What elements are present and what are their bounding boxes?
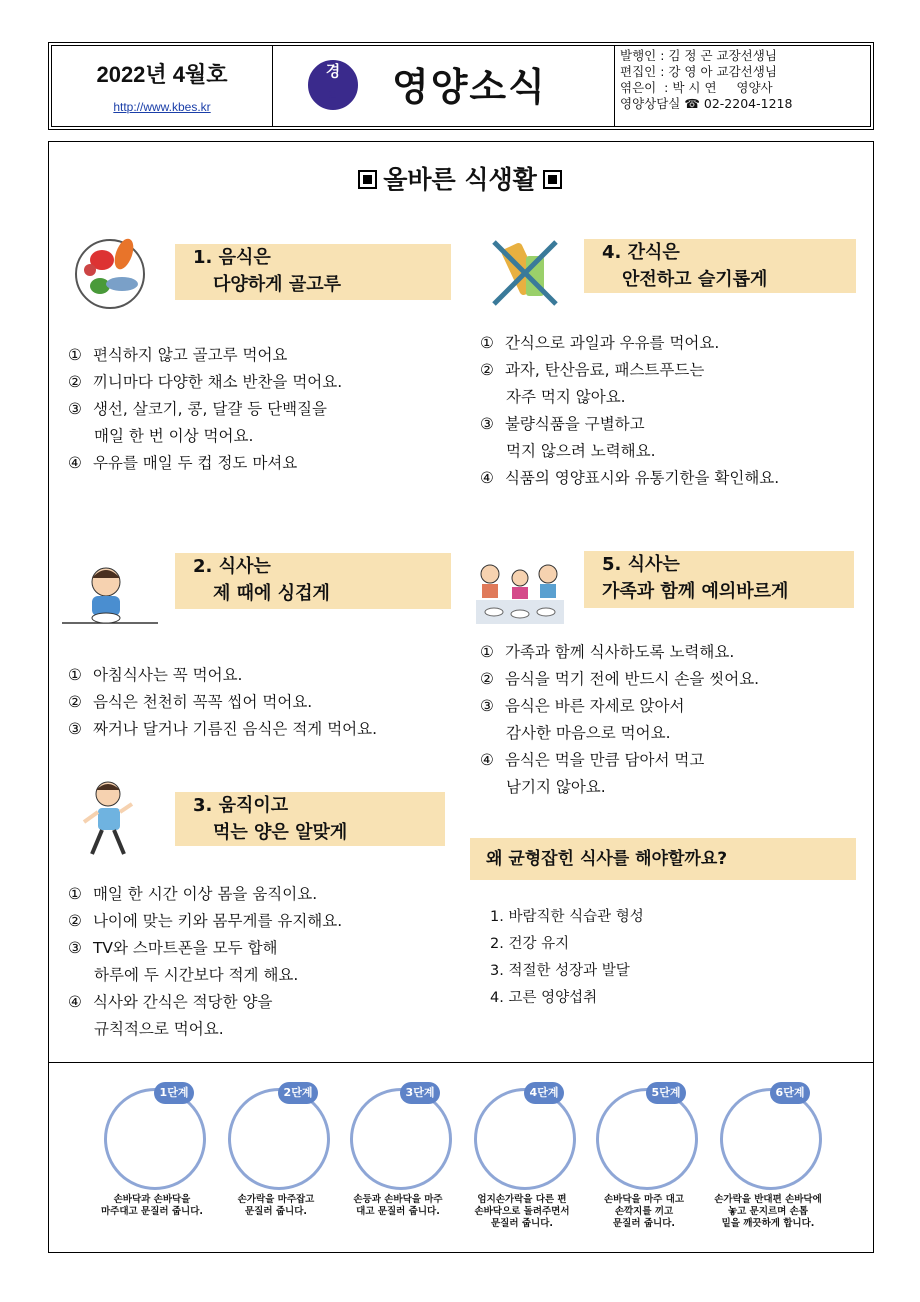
header-divider <box>614 45 615 127</box>
step-badge: 4단계 <box>524 1082 564 1104</box>
section-title: 1. 음식은 <box>193 247 271 268</box>
section-subtitle: 제 때에 싱겁게 <box>213 583 330 604</box>
step-caption: 손등과 손바닥을 마주 대고 문질러 줍니다. <box>353 1194 443 1217</box>
list-item: 2. 건강 유지 <box>490 936 570 952</box>
list-item: 3. 적절한 성장과 발달 <box>490 963 630 979</box>
section-banner <box>175 244 451 300</box>
list-item: ② 음식은 천천히 꼭꼭 씹어 먹어요. <box>68 693 313 711</box>
child-eating-icon <box>62 560 158 630</box>
section-list <box>68 342 342 477</box>
list-item: ③ 생선, 살코기, 콩, 달걀 등 단백질을 <box>68 400 328 418</box>
handwash-step <box>216 1070 336 1260</box>
list-item: ③ 음식은 바른 자세로 앉아서 <box>480 697 685 715</box>
list-item-continued: 자주 먹지 않아요. <box>506 388 626 406</box>
no-junk-food-icon <box>488 236 562 310</box>
section-title: 5. 식사는 <box>602 554 680 575</box>
running-child-icon <box>78 780 138 862</box>
square-bullet-icon <box>358 170 377 189</box>
section-subtitle: 다양하게 골고루 <box>213 274 341 295</box>
section-banner <box>175 553 451 609</box>
list-item: ② 나이에 맞는 키와 몸무게를 유지해요. <box>68 912 343 930</box>
hands-illustration-icon <box>474 1088 576 1190</box>
school-logo-text: 경 <box>325 62 341 80</box>
section-list <box>68 662 377 743</box>
list-item: ④ 우유를 매일 두 컵 정도 마셔요 <box>68 454 298 472</box>
list-item-continued: 매일 한 번 이상 먹어요. <box>94 427 254 445</box>
section-subtitle: 안전하고 슬기롭게 <box>622 269 768 290</box>
hands-illustration-icon <box>228 1088 330 1190</box>
square-bullet-icon <box>543 170 562 189</box>
step-caption: 엄지손가락을 다른 편 손바닥으로 돌려주면서 문질러 줍니다. <box>474 1194 570 1229</box>
header-divider <box>272 45 273 127</box>
section-title: 3. 움직이고 <box>193 795 289 816</box>
list-item: ① 간식으로 과일과 우유를 먹어요. <box>480 334 720 352</box>
step-caption: 손가락을 반대편 손바닥에 놓고 문지르며 손톱 밑을 깨끗하게 합니다. <box>714 1194 822 1229</box>
hands-illustration-icon <box>596 1088 698 1190</box>
list-item: ④ 음식은 먹을 만큼 담아서 먹고 <box>480 751 705 769</box>
step-badge: 3단계 <box>400 1082 440 1104</box>
section-list <box>68 881 342 1043</box>
list-item: ① 매일 한 시간 이상 몸을 움직이요. <box>68 885 318 903</box>
list-item-continued: 하루에 두 시간보다 적게 해요. <box>94 966 299 984</box>
staff-line: 편집인 : 강 영 아 교감선생님 <box>620 64 777 79</box>
list-item-continued: 남기지 않아요. <box>506 778 606 796</box>
step-badge: 6단계 <box>770 1082 810 1104</box>
staff-line: 엮은이 : 박 시 연 영양사 <box>620 80 773 95</box>
section-list <box>480 330 779 492</box>
staff-info <box>620 48 870 112</box>
list-item: ③ 짜거나 달거나 기름진 음식은 적게 먹어요. <box>68 720 378 738</box>
section-list <box>480 639 759 801</box>
list-item-continued: 감사한 마음으로 먹어요. <box>506 724 671 742</box>
list-item: ② 음식을 먹기 전에 반드시 손을 씻어요. <box>480 670 760 688</box>
section-subtitle: 가족과 함께 예의바르게 <box>602 581 789 602</box>
section-banner <box>584 239 856 293</box>
list-item: ③ 불량식품을 구별하고 <box>480 415 645 433</box>
why-balanced-banner: 왜 균형잡힌 식사를 해야할까요? <box>470 838 856 880</box>
step-caption: 손바닥을 마주 대고 손깍지를 끼고 문질러 줍니다. <box>603 1194 685 1229</box>
section-subtitle: 먹는 양은 알맞게 <box>213 822 348 843</box>
step-caption: 손가락을 마주잡고 문질러 줍니다. <box>237 1194 315 1217</box>
hands-illustration-icon <box>720 1088 822 1190</box>
list-item: ④ 식품의 영양표시와 유통기한을 확인해요. <box>480 469 780 487</box>
section-divider <box>48 1062 874 1063</box>
section-banner <box>175 792 445 846</box>
step-badge: 5단계 <box>646 1082 686 1104</box>
issue-date: 2022년 4월호 <box>96 62 228 87</box>
list-item: ① 편식하지 않고 골고루 먹어요 <box>68 346 288 364</box>
list-item: 4. 고른 영양섭취 <box>490 990 598 1006</box>
handwash-step <box>338 1070 458 1260</box>
handwash-step <box>584 1070 704 1260</box>
section-title: 4. 간식은 <box>602 242 680 263</box>
list-item: ③ TV와 스마트폰을 모두 합해 <box>68 939 278 957</box>
family-meal-icon <box>474 560 566 628</box>
list-item: ④ 식사와 간식은 적당한 양을 <box>68 993 273 1011</box>
page-title <box>48 160 872 196</box>
list-item: ② 과자, 탄산음료, 패스트푸드는 <box>480 361 705 379</box>
section-banner <box>584 551 854 608</box>
handwash-step <box>708 1070 828 1260</box>
handwash-step <box>92 1070 212 1260</box>
school-logo-text: 복 <box>327 90 339 103</box>
hands-illustration-icon <box>104 1088 206 1190</box>
list-item: ① 아침식사는 꼭 먹어요. <box>68 666 243 684</box>
staff-line: 발행인 : 김 정 곤 교장선생님 <box>620 48 777 63</box>
page-title-text: 올바른 식생활 <box>383 165 537 194</box>
handwash-step <box>462 1070 582 1260</box>
step-caption: 손바닥과 손바닥을 마주대고 문질러 줍니다. <box>101 1194 203 1217</box>
school-website-link[interactable]: http://www.kbes.kr <box>113 100 211 114</box>
list-item-continued: 먹지 않으려 노력해요. <box>506 442 656 460</box>
step-badge: 2단계 <box>278 1082 318 1104</box>
list-item: 1. 바람직한 식습관 형성 <box>490 909 644 925</box>
reasons-list <box>490 904 644 1012</box>
list-item-continued: 규칙적으로 먹어요. <box>94 1020 224 1038</box>
list-item: ① 가족과 함께 식사하도록 노력해요. <box>480 643 735 661</box>
section-title: 2. 식사는 <box>193 556 271 577</box>
step-badge: 1단계 <box>154 1082 194 1104</box>
newsletter-title: 영양소식 <box>392 65 547 109</box>
staff-line: 영양상담실 ☎ 02-2204-1218 <box>620 96 793 111</box>
hands-illustration-icon <box>350 1088 452 1190</box>
food-plate-icon <box>70 230 150 310</box>
list-item: ② 끼니마다 다양한 채소 반찬을 먹어요. <box>68 373 343 391</box>
